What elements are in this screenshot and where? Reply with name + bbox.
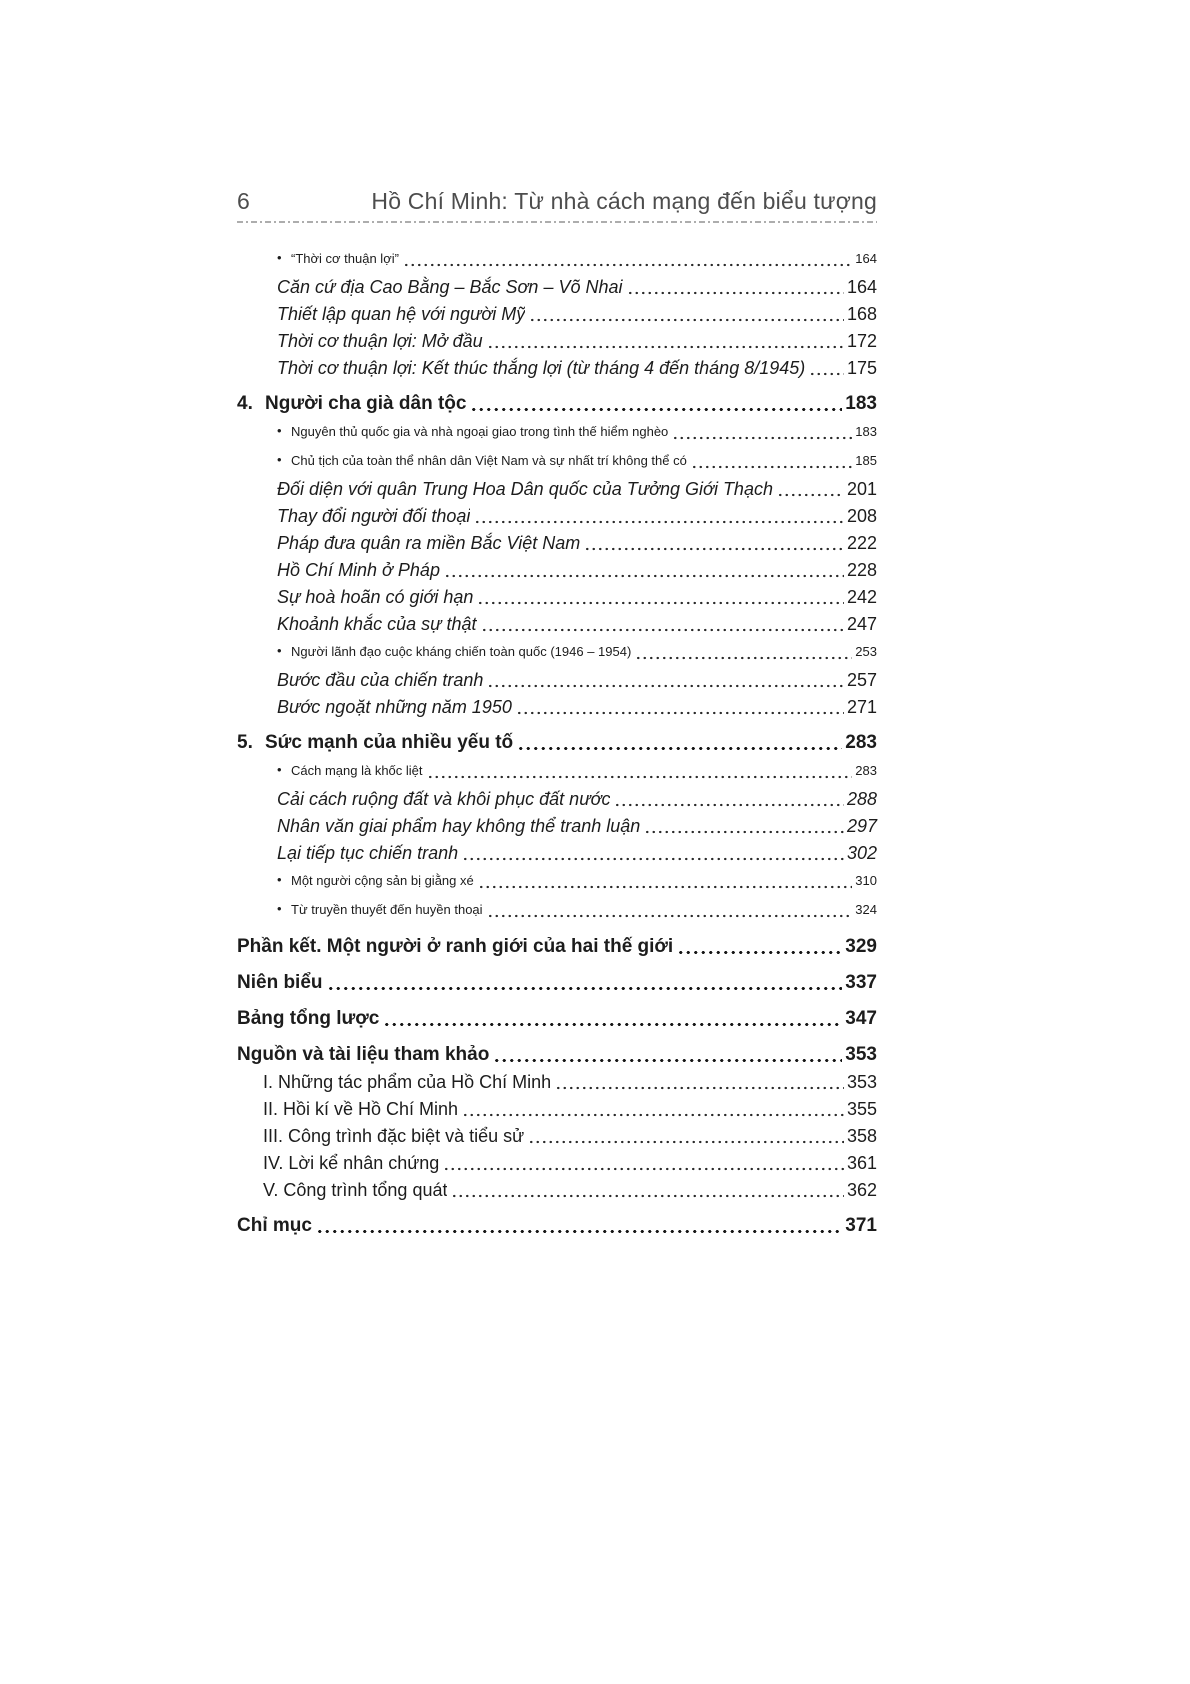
toc-page-number: 168	[846, 304, 877, 324]
toc-entry-row	[237, 815, 877, 837]
toc-page-number: 283	[855, 763, 877, 778]
toc-page-number: 353	[845, 1044, 877, 1065]
dot-leader	[443, 1167, 844, 1171]
toc-page-number: 288	[846, 789, 877, 809]
toc-entry-row	[237, 357, 877, 379]
toc-entry-row	[257, 898, 877, 922]
dot-leader	[809, 372, 844, 376]
toc-page-number: 222	[846, 533, 877, 553]
toc-section-row	[237, 392, 877, 415]
toc-page-number: 324	[855, 902, 877, 917]
bullet-icon: •	[277, 643, 282, 658]
dot-leader	[474, 520, 844, 524]
dot-leader	[477, 601, 844, 605]
toc-entry-title: Cải cách ruộng đất và khôi phục đất nước	[277, 789, 611, 809]
toc-entry-title: Khoảnh khắc của sự thật	[277, 614, 477, 634]
toc-section-row	[237, 971, 877, 994]
dot-leader	[487, 914, 853, 918]
toc-entry-row	[257, 640, 877, 664]
dot-leader	[493, 1058, 842, 1063]
toc-page-number: 361	[846, 1153, 877, 1173]
toc-page-number: 355	[846, 1099, 877, 1119]
toc-page-number: 201	[846, 479, 877, 499]
toc-page-number: 353	[846, 1072, 877, 1092]
toc-entry-title: Nguồn và tài liệu tham khảo	[237, 1044, 490, 1065]
toc-entry-row	[257, 869, 877, 893]
dot-leader	[403, 263, 852, 267]
dot-leader	[478, 885, 853, 889]
toc-entry-title: III. Công trình đặc biệt và tiểu sử	[263, 1126, 525, 1146]
toc-page-number: 242	[846, 587, 877, 607]
toc-entry-title: Sự hoà hoãn có giới hạn	[277, 587, 474, 607]
toc-entry-row	[237, 303, 877, 325]
toc-page-number: 183	[845, 393, 877, 414]
toc-entry-title: Chủ tịch của toàn thể nhân dân Việt Nam và sự nhất trí không thể có	[291, 453, 687, 468]
toc-page-number: 208	[846, 506, 877, 526]
bullet-icon: •	[277, 762, 282, 777]
toc-entry-row	[237, 696, 877, 718]
toc-entry-row	[237, 669, 877, 691]
toc-entry-title: Bước ngoặt những năm 1950	[277, 697, 512, 717]
toc-page-number: 183	[855, 424, 877, 439]
toc-page-number: 228	[846, 560, 877, 580]
toc-page-number: 358	[846, 1126, 877, 1146]
toc-page-number: 371	[845, 1215, 877, 1236]
toc-entry-row	[237, 1071, 877, 1093]
dot-leader	[327, 986, 843, 991]
bullet-icon: •	[277, 872, 282, 887]
dot-leader	[444, 574, 844, 578]
toc-page-number: 175	[846, 358, 877, 378]
dot-leader	[427, 775, 853, 779]
toc-section-row	[237, 1214, 877, 1237]
dot-leader	[677, 950, 842, 955]
dot-leader	[777, 493, 844, 497]
toc-page-number: 310	[855, 873, 877, 888]
page-content	[237, 188, 877, 1242]
toc-page-number: 297	[846, 816, 877, 836]
dot-leader	[516, 711, 844, 715]
toc-entry-row	[237, 532, 877, 554]
dot-leader	[383, 1022, 842, 1027]
bullet-icon: •	[277, 423, 282, 438]
toc-entry-title: Pháp đưa quân ra miền Bắc Việt Nam	[277, 533, 581, 553]
dot-leader	[529, 318, 844, 322]
toc-entry-row	[257, 449, 877, 473]
toc-entry-title: V. Công trình tổng quát	[263, 1180, 448, 1200]
toc-page-number: 271	[846, 697, 877, 717]
toc-entry-row	[237, 559, 877, 581]
toc-entry-row	[237, 478, 877, 500]
dot-leader	[555, 1086, 844, 1090]
toc-section-row	[237, 935, 877, 958]
toc-page-number: 172	[846, 331, 877, 351]
toc-entry-title: Người cha già dân tộc	[265, 393, 467, 414]
chapter-number: 5.	[237, 732, 253, 753]
toc-entry-title: I. Những tác phẩm của Hồ Chí Minh	[263, 1072, 552, 1092]
dot-leader	[627, 291, 844, 295]
toc-entry-row	[237, 842, 877, 864]
toc-entry-title: Cách mạng là khốc liệt	[291, 763, 423, 778]
toc-entry-title: Lại tiếp tục chiến tranh	[277, 843, 459, 863]
toc-entry-title: “Thời cơ thuận lợi”	[291, 251, 399, 266]
toc-entry-row	[257, 247, 877, 271]
toc-entry-row	[237, 276, 877, 298]
toc-entry-row	[237, 1152, 877, 1174]
toc-entry-title: Bảng tổng lược	[237, 1008, 380, 1029]
toc-page-number: 257	[846, 670, 877, 690]
toc-entry-title: Căn cứ địa Cao Bằng – Bắc Sơn – Võ Nhai	[277, 277, 623, 297]
toc-entry-row	[237, 330, 877, 352]
toc-entry-title: Phần kết. Một người ở ranh giới của hai thế giới	[237, 936, 674, 957]
toc-entry-title: Nguyên thủ quốc gia và nhà ngoại giao trong tình thế hiểm nghèo	[291, 424, 669, 439]
dot-leader	[635, 656, 852, 660]
page-header	[237, 188, 877, 214]
toc-entry-title: Người lãnh đạo cuộc kháng chiến toàn quốc (1946 – 1954)	[291, 644, 632, 659]
toc-entry-row	[257, 420, 877, 444]
bullet-icon: •	[277, 452, 282, 467]
toc-page-number: 362	[846, 1180, 877, 1200]
toc-entry-title: Sức mạnh của nhiều yếu tố	[265, 732, 514, 753]
toc-section-row	[237, 1043, 877, 1066]
dot-leader	[517, 746, 842, 751]
toc-page-number: 347	[845, 1008, 877, 1029]
toc-entry-title: Thay đổi người đối thoại	[277, 506, 471, 526]
toc-entry-row	[237, 1098, 877, 1120]
toc-entry-title: Bước đầu của chiến tranh	[277, 670, 484, 690]
toc-page-number: 164	[855, 251, 877, 266]
toc-entry-title: Niên biểu	[237, 972, 323, 993]
toc-page-number: 283	[845, 732, 877, 753]
toc-entry-row	[237, 586, 877, 608]
toc-page-number: 329	[845, 936, 877, 957]
toc-entry-row	[237, 1179, 877, 1201]
toc-entry-title: Thời cơ thuận lợi: Kết thúc thắng lợi (từ tháng 4 đến tháng 8/1945)	[277, 358, 806, 378]
dot-leader	[614, 803, 843, 807]
chapter-number: 4.	[237, 393, 253, 414]
toc-page-number: 247	[846, 614, 877, 634]
toc-entry-row	[257, 759, 877, 783]
dot-leader	[462, 1113, 844, 1117]
dot-leader	[487, 345, 844, 349]
toc-entry-title: Chỉ mục	[237, 1215, 312, 1236]
toc-entry-title: IV. Lời kể nhân chứng	[263, 1153, 440, 1173]
running-title: Hồ Chí Minh: Từ nhà cách mạng đến biểu tượng	[371, 188, 877, 214]
toc-entry-row	[237, 613, 877, 635]
dot-leader	[470, 407, 842, 412]
dot-leader	[644, 830, 844, 834]
toc-entry-title: Đối diện với quân Trung Hoa Dân quốc của Tưởng Giới Thạch	[277, 479, 773, 499]
dot-leader	[528, 1140, 844, 1144]
toc-page-number: 253	[855, 644, 877, 659]
toc-section-row	[237, 731, 877, 754]
toc-entry-row	[237, 1125, 877, 1147]
dot-leader	[487, 684, 844, 688]
dot-leader	[691, 465, 852, 469]
table-of-contents	[237, 223, 877, 1237]
folio-page-number: 6	[237, 188, 250, 214]
toc-entry-row	[237, 505, 877, 527]
dot-leader	[672, 436, 852, 440]
dot-leader	[481, 628, 844, 632]
toc-page-number: 185	[855, 453, 877, 468]
toc-page-number: 337	[845, 972, 877, 993]
toc-entry-title: II. Hồi kí về Hồ Chí Minh	[263, 1099, 459, 1119]
toc-entry-title: Từ truyền thuyết đến huyền thoại	[291, 902, 483, 917]
bullet-icon: •	[277, 901, 282, 916]
bullet-icon: •	[277, 250, 282, 265]
toc-page-number: 164	[846, 277, 877, 297]
dot-leader	[584, 547, 844, 551]
toc-entry-title: Một người cộng sản bị giằng xé	[291, 873, 474, 888]
dot-leader	[451, 1194, 843, 1198]
toc-page-number: 302	[846, 843, 877, 863]
toc-section-row	[237, 1007, 877, 1030]
toc-entry-title: Hồ Chí Minh ở Pháp	[277, 560, 440, 580]
toc-entry-title: Thời cơ thuận lợi: Mở đầu	[277, 331, 483, 351]
toc-entry-title: Nhân văn giai phẩm hay không thể tranh luận	[277, 816, 641, 836]
dot-leader	[316, 1229, 842, 1234]
toc-entry-title: Thiết lập quan hệ với người Mỹ	[277, 304, 526, 324]
toc-entry-row	[237, 788, 877, 810]
dot-leader	[462, 857, 844, 861]
